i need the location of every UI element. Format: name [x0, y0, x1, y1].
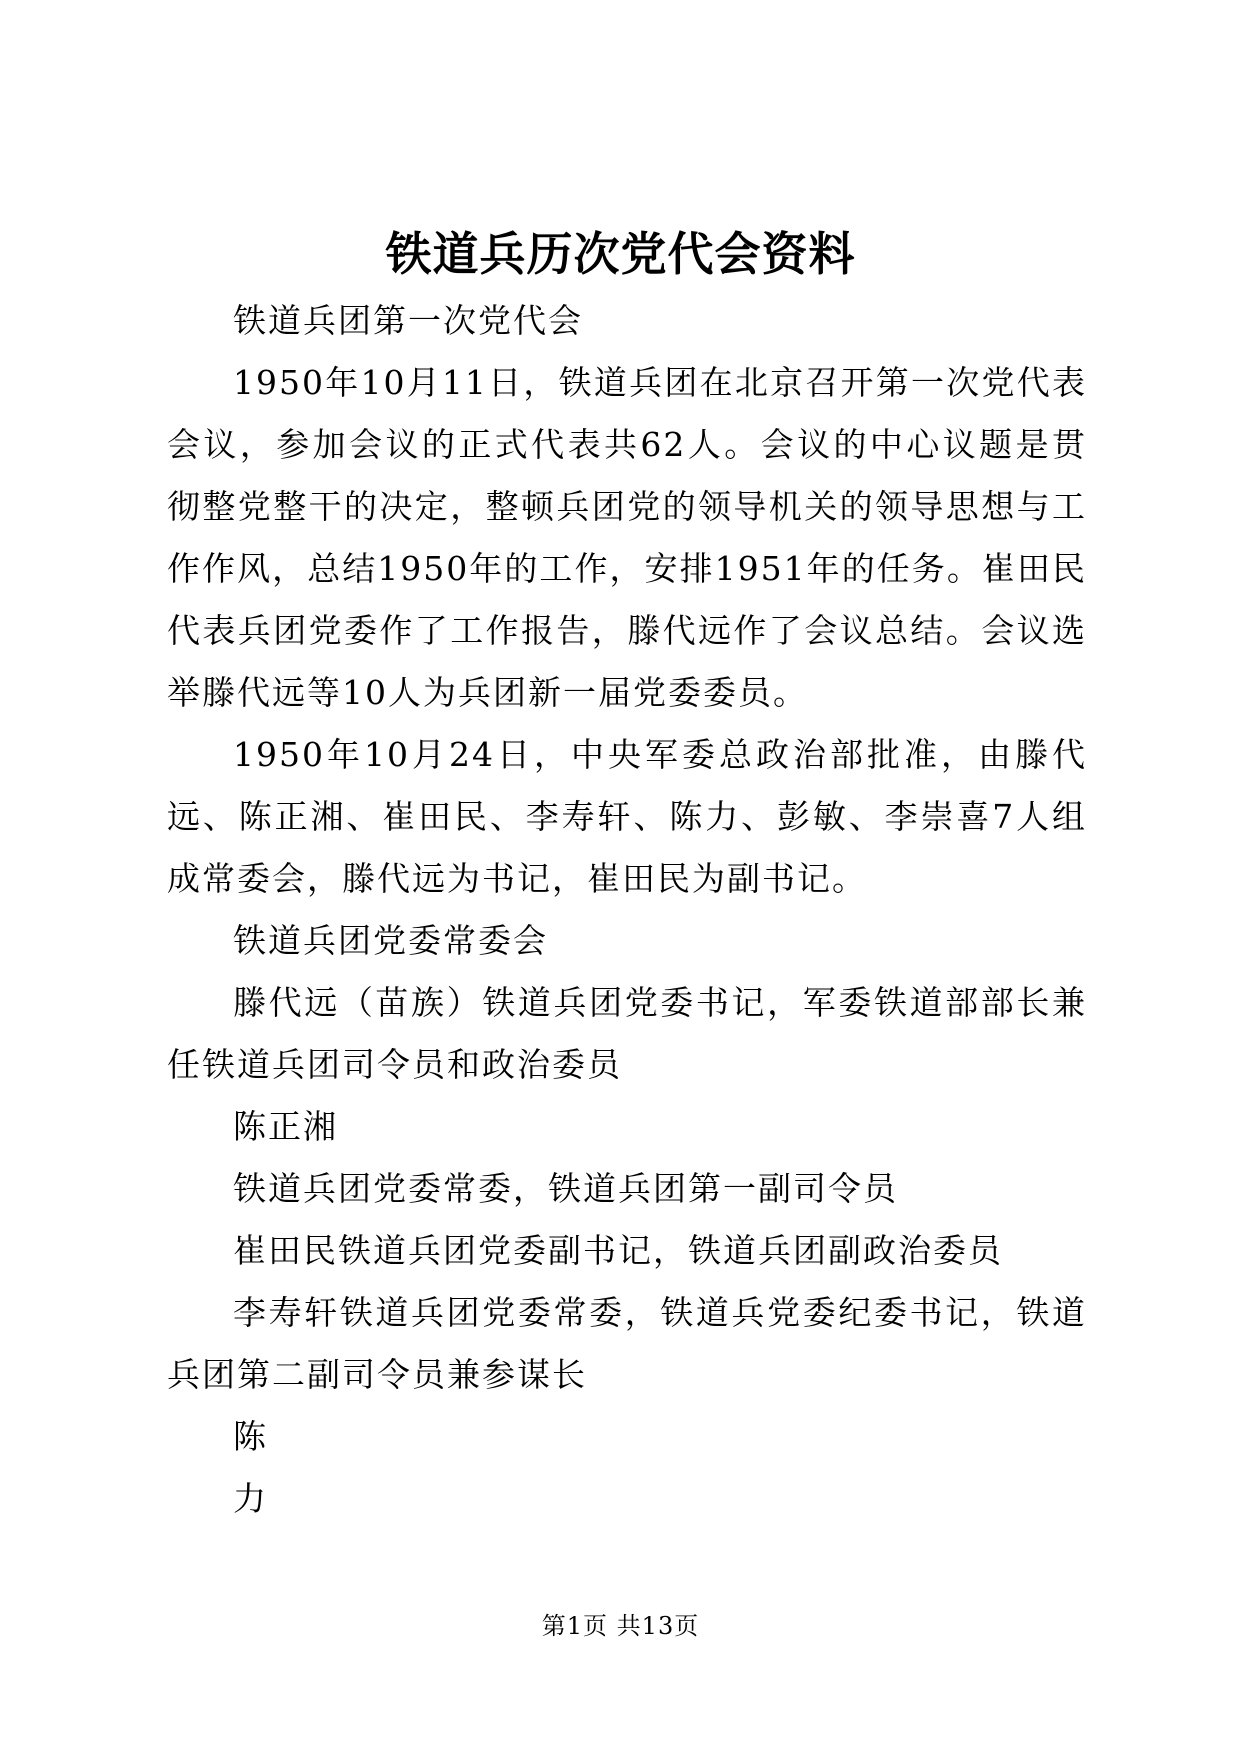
paragraph: 1950年10月11日，铁道兵团在北京召开第一次党代表会议，参加会议的正式代表共62人。会议的中心议题是贯彻整党整干的决定，整顿兵团党的领导机关的领导思想与工作作风，总结1950年的工作，安排1951年的任务。崔田民代表兵团党委作了工作报告，滕代远作了会议总结。会议选举滕代远等10人为兵团新一届党委委员。	[167, 363, 1087, 712]
paragraph: 陈正湘	[233, 1107, 338, 1146]
paragraph: 崔田民铁道兵团党委副书记，铁道兵团副政治委员	[233, 1231, 1003, 1270]
page-footer: 第1页 共13页	[541, 1612, 700, 1640]
paragraph: 铁道兵团党委常委会	[233, 921, 548, 960]
document-body	[167, 290, 1087, 1530]
paragraph: 铁道兵团党委常委，铁道兵团第一副司令员	[233, 1169, 898, 1208]
paragraph: 滕代远（苗族）铁道兵团党委书记，军委铁道部部长兼任铁道兵团司令员和政治委员	[167, 983, 1087, 1084]
paragraph: 李寿轩铁道兵团党委常委，铁道兵党委纪委书记，铁道兵团第二副司令员兼参谋长	[167, 1293, 1087, 1394]
paragraph: 1950年10月24日，中央军委总政治部批准，由滕代远、陈正湘、崔田民、李寿轩、陈力、彭敏、李崇喜7人组成常委会，滕代远为书记，崔田民为副书记。	[167, 735, 1087, 898]
document-title: 铁道兵历次党代会资料	[385, 227, 856, 281]
paragraph: 铁道兵团第一次党代会	[233, 301, 583, 340]
paragraph: 力	[233, 1479, 268, 1518]
paragraph: 陈	[233, 1417, 268, 1456]
